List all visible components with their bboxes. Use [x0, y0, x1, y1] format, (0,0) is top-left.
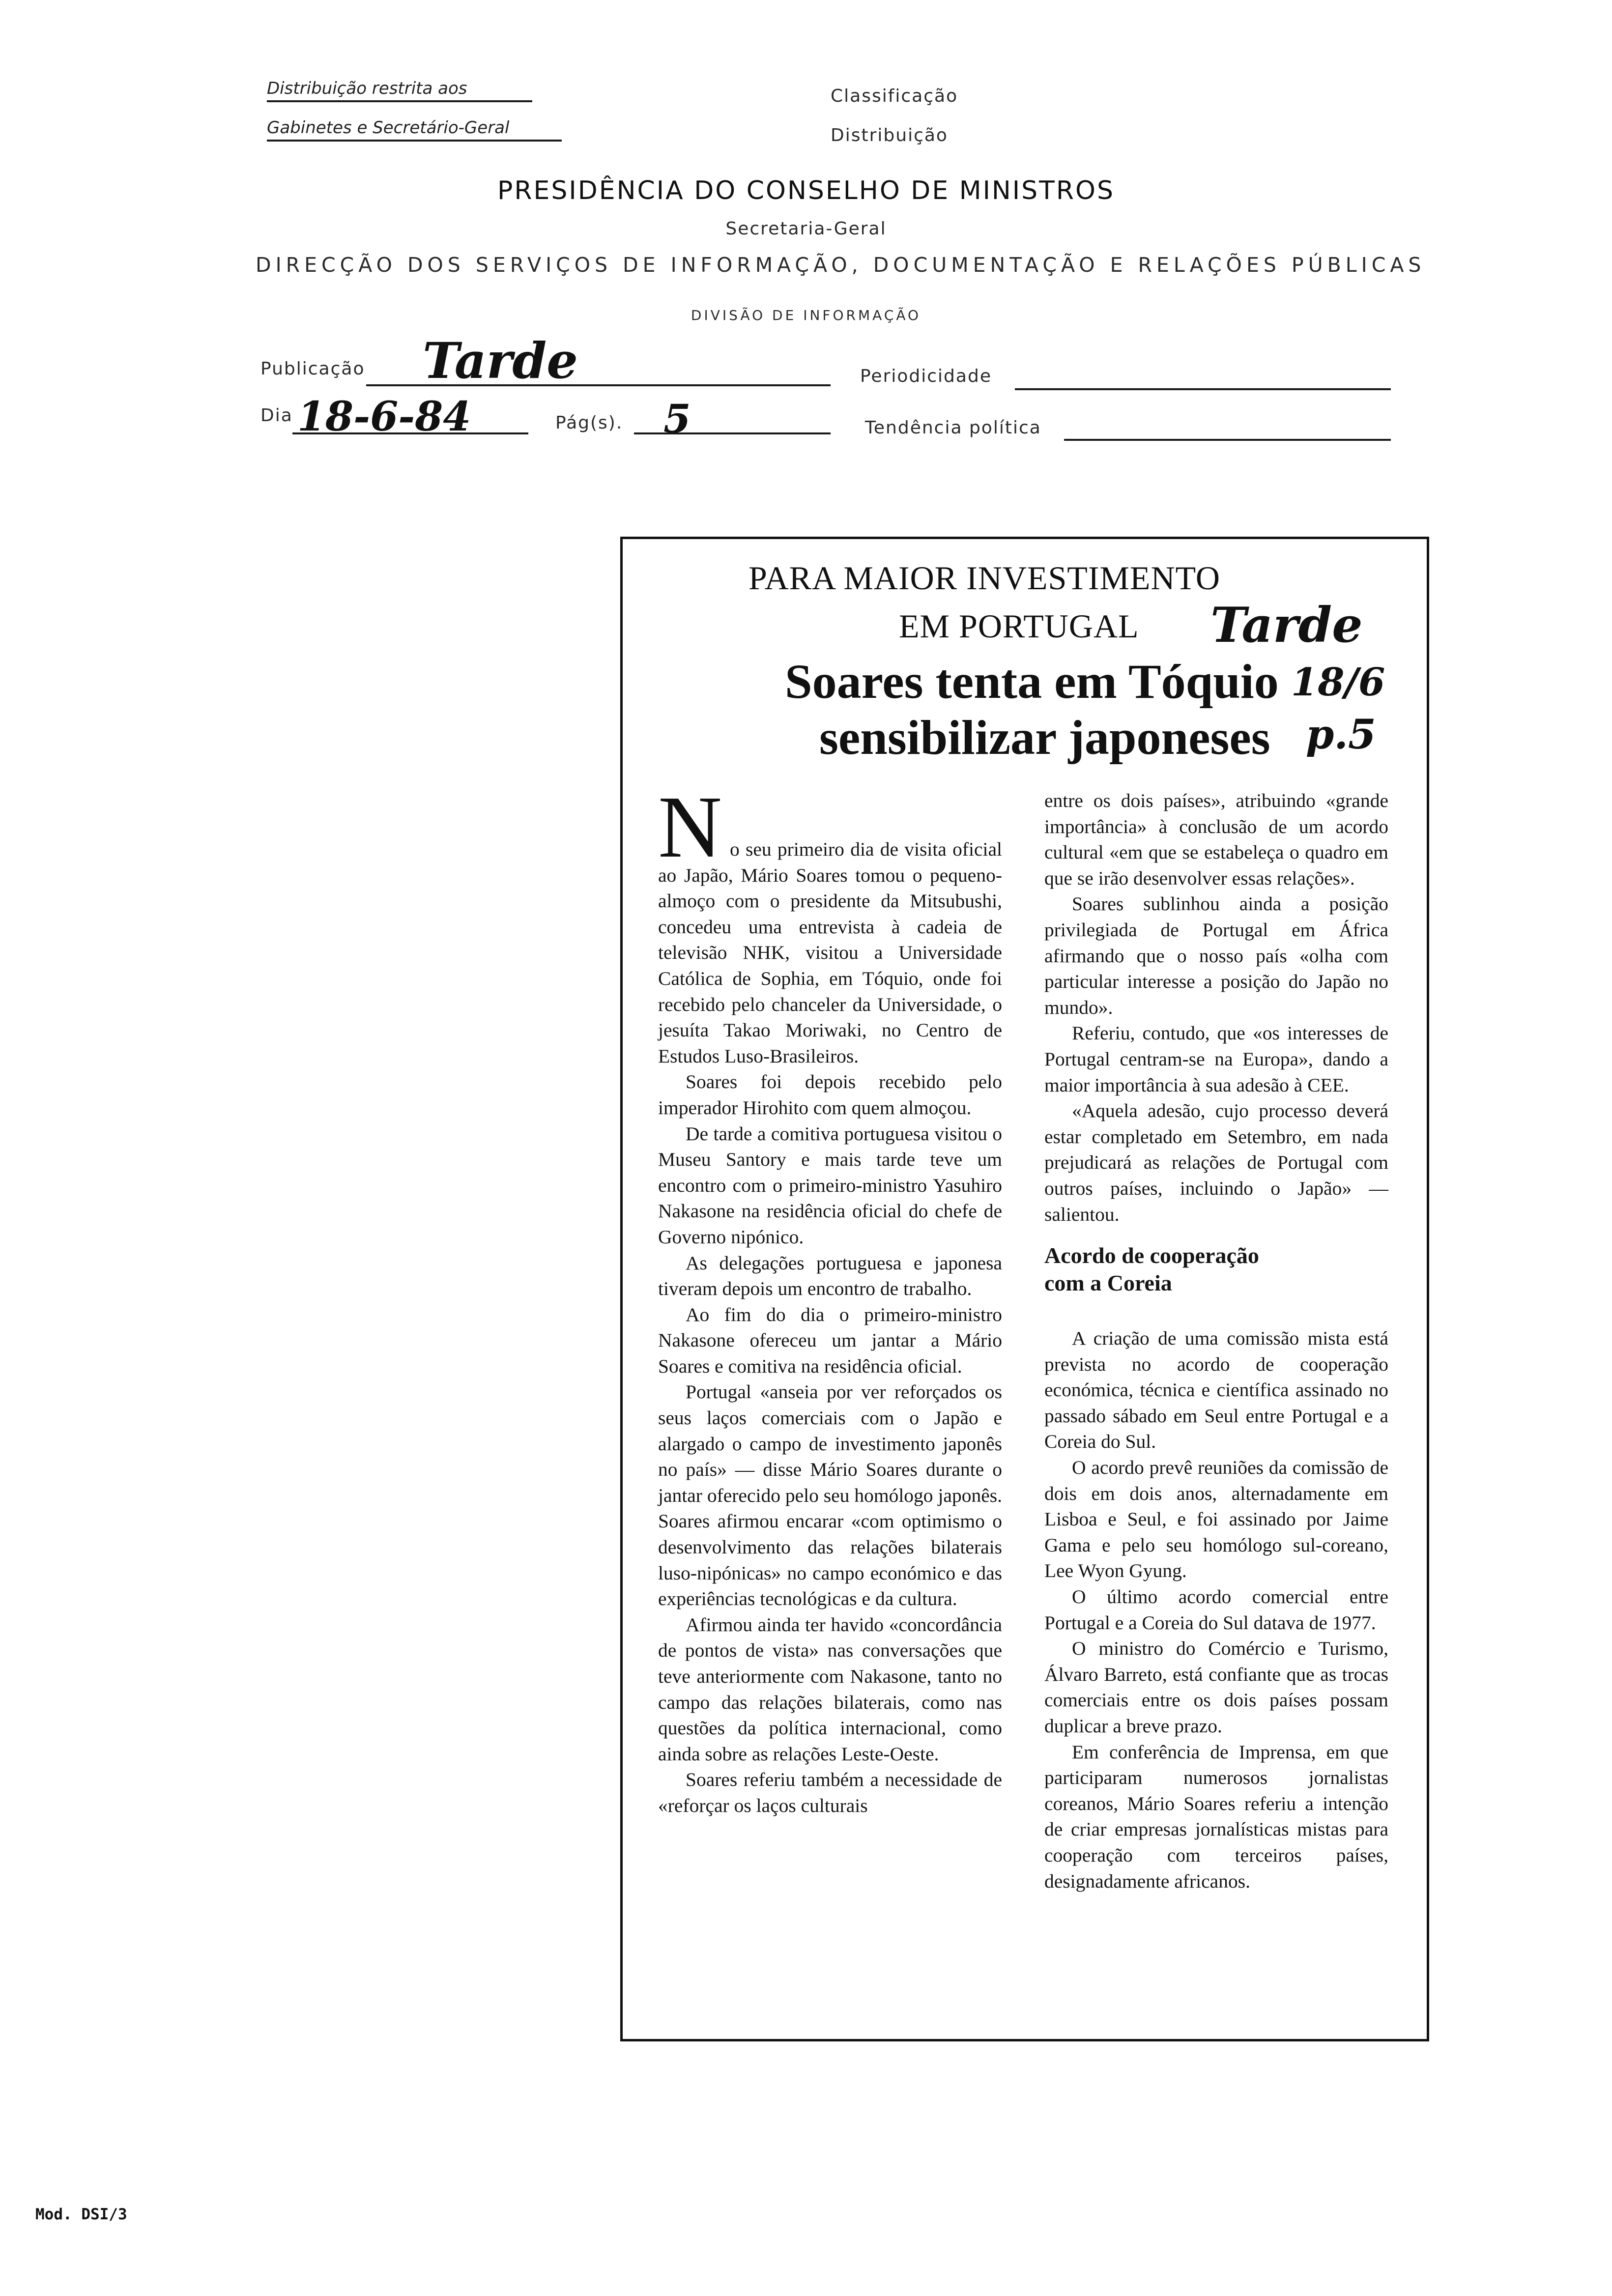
- classification-label: Classificação: [831, 86, 958, 106]
- article-paragraph: Em conferência de Imprensa, em que participaram numerosos jornalistas coreanos, Mário Soares referiu a intenção de criar empresas jornalísticas mistas para cooperação com terceiros países, designadamente africanos.: [1044, 1741, 1388, 1892]
- clipping-kicker-line-2: EM PORTUGAL: [899, 607, 1139, 645]
- article-paragraph: «Aquela adesão, cujo processo deverá estar completado em Setembro, em nada prejudicará as relações de Portugal com outros países, incluindo o Japão» — salientou.: [1044, 1100, 1388, 1225]
- publication-value: Tarde: [423, 332, 578, 390]
- article-paragraph: Ao fim do dia o primeiro-ministro Nakasone ofereceu um jantar a Mário Soares e comitiva na residência oficial.: [658, 1303, 1002, 1377]
- publication-field-line: [366, 384, 831, 386]
- political-tendency-label: Tendência política: [865, 418, 1041, 438]
- article-paragraph: O último acordo comercial entre Portugal e a Coreia do Sul datava de 1977.: [1044, 1586, 1388, 1634]
- periodicity-field-line: [1015, 388, 1391, 390]
- pages-label: Pág(s).: [555, 413, 623, 433]
- handwritten-date-tag: 18/6: [1291, 660, 1385, 705]
- article-column-2: [1044, 788, 1388, 1894]
- article-column-1: [658, 778, 1002, 1819]
- subheading-line-2: com a Coreia: [1044, 1270, 1172, 1296]
- form-code: Mod. DSI/3: [35, 2206, 127, 2223]
- article-paragraph: Soares foi depois recebido pelo imperador Hirohito com quem almoçou.: [658, 1071, 1002, 1119]
- article-paragraph: Afirmou ainda ter havido «concordância de pontos de vista» nas conversações que teve anteriormente com Nakasone, tanto no campo das relações bilaterais, como nas questões da política internacional, como ainda sobre as relações Leste-Oeste.: [658, 1613, 1002, 1765]
- day-label: Dia: [260, 405, 293, 426]
- newspaper-clipping: [620, 537, 1429, 2041]
- distribution-label: Distribuição: [831, 125, 948, 145]
- article-paragraph: Soares referiu também a necessidade de «reforçar os laços culturais: [658, 1769, 1002, 1816]
- publication-label: Publicação: [260, 359, 365, 379]
- restriction-underline-1: [267, 100, 532, 102]
- article-paragraph: De tarde a comitiva portuguesa visitou o Museu Santory e mais tarde teve um encontro com o primeiro-ministro Yasuhiro Nakasone na residência oficial do chefe de Governo nipónico.: [658, 1122, 1002, 1248]
- clipping-kicker-line-1: PARA MAIOR INVESTIMENTO: [748, 559, 1220, 597]
- article-paragraph: A criação de uma comissão mista está prevista no acordo de cooperação económica, técnica e científica assinado no passado sábado em Seul entre Portugal e a Coreia do Sul.: [1044, 1327, 1388, 1453]
- day-value: 18-6-84: [297, 393, 471, 440]
- subheading-line-1: Acordo de cooperação: [1044, 1243, 1259, 1268]
- article-paragraph: Portugal «anseia por ver reforçados os seus laços comerciais com o Japão e alargado o campo de investimento japonês no país» — disse Mário Soares durante o jantar oferecido pelo seu homólogo japonês. Soares afirmou encarar «com optimismo o desenvolvimento das relações bilaterais luso-nipónicas» no campo económico e das experiências tecnológicas e da cultura.: [658, 1381, 1002, 1610]
- pages-value: 5: [663, 396, 691, 442]
- article-paragraph: O ministro do Comércio e Turismo, Álvaro Barreto, está confiante que as trocas comerciais entre os dois países possam duplicar a breve prazo.: [1044, 1637, 1388, 1737]
- article-paragraph: o seu primeiro dia de visita oficial ao Japão, Mário Soares tomou o pequeno-almoço com o presidente da Mitsubushi, concedeu uma entrevista à cadeia de televisão NHK, visitou a Universidade Católica de Sophia, em Tóquio, onde foi recebido pelo chanceler da Universidade, o jesuíta Takao Moriwaki, no Centro de Estudos Luso-Brasileiros.: [658, 838, 1002, 1067]
- day-field-line: [292, 432, 528, 434]
- restriction-line-1: Distribuição restrita aos: [267, 79, 467, 98]
- article-paragraph: Soares sublinhou ainda a posição privilegiada de Portugal em África afirmando que o nosso país «olha com particular interesse a posição do Japão no mundo».: [1044, 893, 1388, 1018]
- pages-field-line: [634, 432, 831, 434]
- restriction-line-2: Gabinetes e Secretário-Geral: [267, 118, 510, 138]
- secretariat-title: Secretaria-Geral: [725, 219, 887, 239]
- article-paragraph: Referiu, contudo, que «os interesses de Portugal centram-se na Europa», dando a maior importância à sua adesão à CEE.: [1044, 1022, 1388, 1096]
- restriction-underline-2: [267, 140, 562, 142]
- political-tendency-field-line: [1064, 439, 1391, 441]
- article-paragraph: As delegações portuguesa e japonesa tiveram depois um encontro de trabalho.: [658, 1252, 1002, 1300]
- article-paragraph: O acordo prevê reuniões da comissão de dois em dois anos, alternadamente em Lisboa e Seul, e foi assinado por Jaime Gama e pelo seu homólogo sul-coreano, Lee Wyon Gyung.: [1044, 1457, 1388, 1582]
- division-title: DIVISÃO DE INFORMAÇÃO: [691, 307, 921, 323]
- handwritten-publication-tag: Tarde: [1210, 597, 1363, 654]
- drop-cap: N: [658, 778, 722, 876]
- directorate-title: DIRECÇÃO DOS SERVIÇOS DE INFORMAÇÃO, DOCUMENTAÇÃO E RELAÇÕES PÚBLICAS: [256, 253, 1426, 277]
- periodicity-label: Periodicidade: [860, 366, 992, 386]
- clipping-title-line-1: Soares tenta em Tóquio: [785, 654, 1279, 709]
- institution-title: PRESIDÊNCIA DO CONSELHO DE MINISTROS: [497, 176, 1115, 205]
- article-paragraph: entre os dois países», atribuindo «grande importância» à conclusão de um acordo cultural «em que se estabeleça o quadro em que se irão desenvolver essas relações».: [1044, 790, 1388, 889]
- handwritten-page-tag: p.5: [1306, 711, 1376, 758]
- clipping-title-line-2: sensibilizar japoneses: [819, 710, 1270, 765]
